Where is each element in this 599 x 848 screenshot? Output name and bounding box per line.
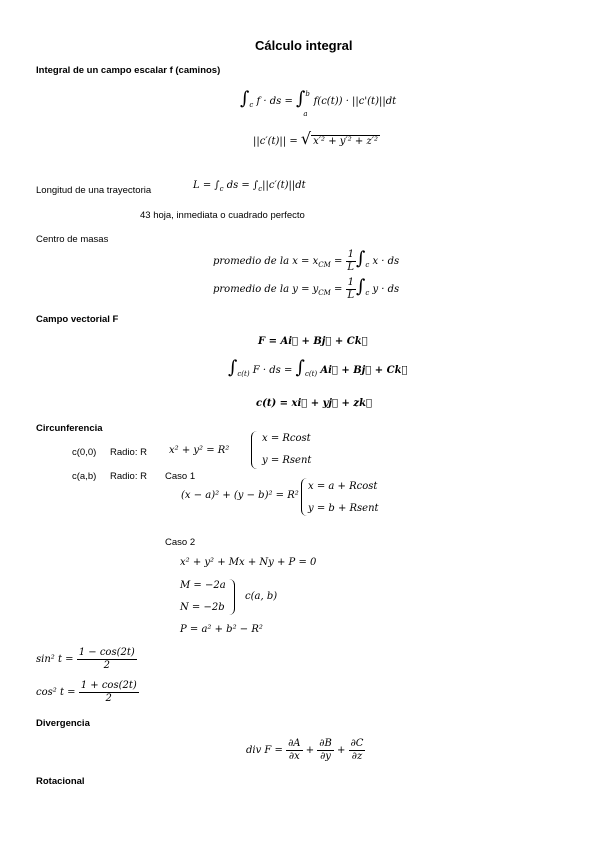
equation-norm: ||c′(t)|| = √ x′² + y′² + z′² <box>253 129 378 148</box>
heading-longitud: Longitud de una trayectoria <box>36 185 152 196</box>
equation-F-int: $\int_{c(t)}$ F · ds = $\int_{c(t)}$ Ai⃗ + Bj⃗ + Ck⃗ <box>228 357 408 378</box>
heading-rotacional: Rotacional <box>36 776 85 787</box>
page-title: Cálculo integral <box>255 38 353 53</box>
brace-2 <box>301 478 308 516</box>
equation-prom-y: promedio de la $y = y_{CM}$ = $\frac{1}{L}$ $\int_c$ y · ds <box>213 276 400 301</box>
label-cab: c(a,b) <box>72 471 97 482</box>
equation-M: M = −2a <box>180 580 226 591</box>
equation-y-b: y = b + Rsent <box>308 503 379 514</box>
equation-circ-1: x² + y² = R² <box>169 445 230 456</box>
equation-x-rcost: x = Rcost <box>262 433 311 444</box>
label-caso-2: Caso 2 <box>165 537 196 548</box>
equation-N: N = −2b <box>180 602 225 613</box>
equation-F-def: F = Ai⃗ + Bj⃗ + Ck⃗ <box>258 336 368 347</box>
brace-1 <box>251 431 258 469</box>
equation-x-a: x = a + Rcost <box>308 481 378 492</box>
equation-cab: c(a, b) <box>245 591 278 602</box>
equation-prom-x: promedio de la $x = x_{CM}$ = $\frac{1}{L}$ $\int_c$ x · ds <box>213 248 400 273</box>
label-caso-1: Caso 1 <box>165 471 196 482</box>
label-radio-1: Radio: R <box>110 447 147 458</box>
brace-3 <box>228 579 235 615</box>
label-radio-2: Radio: R <box>110 471 147 482</box>
equation-escalar: $\int_c$ f · ds = ∫ b a f(c(t)) · ||c'(t)||dt <box>240 88 397 118</box>
heading-masas: Centro de masas <box>36 234 109 245</box>
heading-divergencia: Divergencia <box>36 718 90 729</box>
label-c00: c(0,0) <box>72 447 97 458</box>
heading-circ: Circunferencia <box>36 423 103 434</box>
equation-c-def: c(t) = xi⃗ + yj⃗ + zk⃗ <box>256 398 372 409</box>
equation-longitud: $L = \int_c$ ds = $\int_c||c'(t)||dt$ <box>193 180 306 193</box>
equation-general: x² + y² + Mx + Ny + P = 0 <box>180 557 317 568</box>
equation-P: P = a² + b² − R² <box>180 624 263 635</box>
equation-circ-2: (x − a)² + (y − b)² = R² <box>181 490 299 501</box>
heading-escalar: Integral de un campo escalar f (caminos) <box>36 65 221 76</box>
equation-y-rsent: y = Rsent <box>262 455 312 466</box>
heading-vectorial: Campo vectorial F <box>36 314 119 325</box>
equation-cos2: cos² t = $\frac{1 + \cos(2t)}{2}$ <box>36 680 137 704</box>
note-text: 43 hoja, inmediata o cuadrado perfecto <box>140 210 305 221</box>
equation-sin2: sin² t = $\frac{1 - \cos(2t)}{2}$ <box>36 647 135 671</box>
equation-div: div F = $\frac{\partial A}{\partial x}$ + $\frac{\partial B}{\partial y}$ + $\frac{\partial C}{\partial z}$ <box>246 738 364 762</box>
